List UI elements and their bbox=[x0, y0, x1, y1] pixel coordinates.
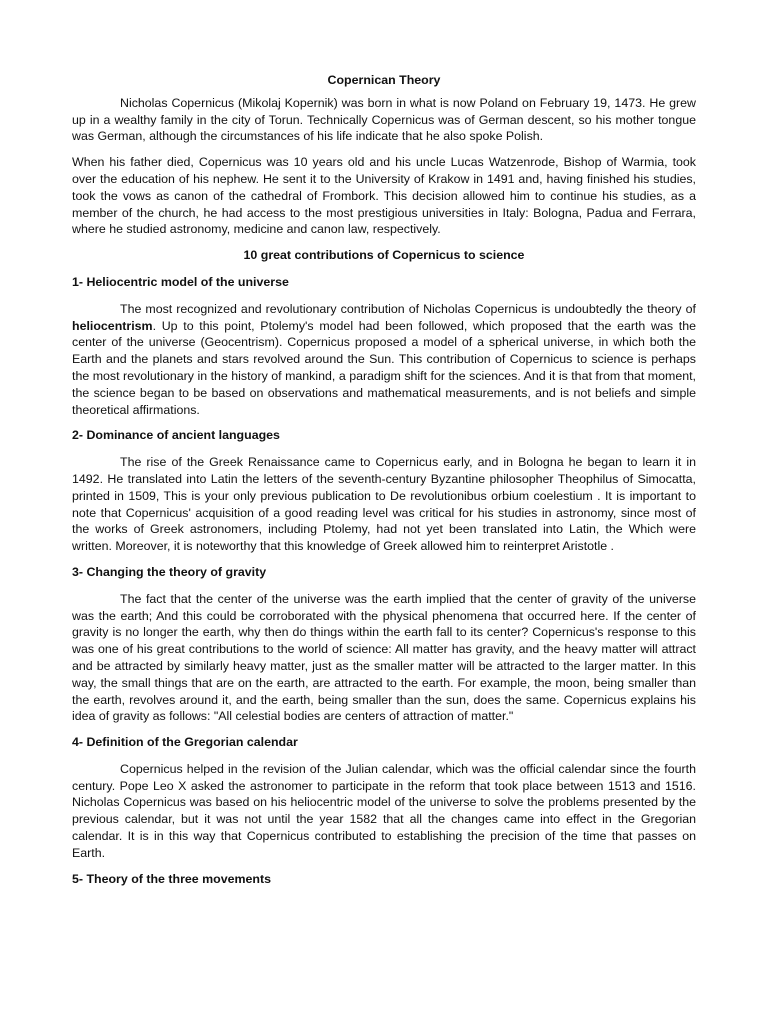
paragraph-text: The most recognized and revolutionary contribution of Nicholas Copernicus is undoubtedly the theory of bbox=[120, 301, 696, 316]
intro-paragraph: Nicholas Copernicus (Mikolaj Kopernik) was born in what is now Poland on February 19, 1473. He grew up in a wealthy family in the city of Torun. Technically Copernicus was of German descent, so his mother tongue was German, although the circumstances of his life indicate that he also spoke Polish. bbox=[72, 95, 696, 144]
bold-term: heliocentrism bbox=[72, 318, 153, 333]
intro-paragraph: When his father died, Copernicus was 10 years old and his uncle Lucas Watzenrode, Bishop of Warmia, took over the education of his nephew. He sent it to the University of Krakow in 1491 and, having finished his studies, took the vows as canon of the cathedral of Frombork. This decision allowed him to continue his studies, as a member of the church, he had access to the most prestigious universities in Italy: Bologna, Padua and Ferrara, where he studied astronomy, medicine and canon law, respectively. bbox=[72, 155, 696, 237]
section-heading: 2- Dominance of ancient languages bbox=[72, 428, 280, 443]
contributions-title: 10 great contributions of Copernicus to science bbox=[243, 248, 525, 263]
section-paragraph: The fact that the center of the universe was the earth implied that the center of gravity of the universe was the earth; And this could be corroborated with the physical phenomena that occurred here. If the center of gravity is no longer the earth, why then do things within the earth fall to its center? Copernicus's response to this was one of his great contributions to the world of science: All matter has gravity, and the heavy matter will attract and be attracted by similarly heavy matter, just as the smaller matter will be attracted to the larger matter. In this way, the small things that are on the earth, are attracted to the earth. For example, the moon, being smaller than the earth, revolves around it, and the earth, being smaller than the sun, does the same. Copernicus explains his idea of gravity as follows: "All celestial bodies are centers of attraction of matter." bbox=[72, 591, 696, 724]
section-paragraph bbox=[72, 301, 696, 419]
section-paragraph: The rise of the Greek Renaissance came to Copernicus early, and in Bologna he began to learn it in 1492. He translated into Latin the letters of the seventh-century Byzantine philosopher Theophilus of Simocatta, printed in 1509, This is your only previous publication to De revolutionibus orbium coelestium . It is important to note that Copernicus' acquisition of a good reading level was critical for his studies in astronomy, since most of the works of Greek astronomers, including Ptolemy, had not yet been translated into Latin, the Which were written. Moreover, it is noteworthy that this knowledge of Greek allowed him to reinterpret Aristotle . bbox=[72, 455, 696, 554]
section-heading: 3- Changing the theory of gravity bbox=[72, 564, 267, 579]
paragraph-text: . Up to this point, Ptolemy's model had been followed, which proposed that the earth was the center of the universe (Geocentrism). Copernicus proposed a model of a spherical universe, in which both the Earth and the planets and stars revolved around the Sun. This contribution of Copernicus to science is perhaps the most revolutionary in the history of mankind, a paradigm shift for the sciences. And it is that from that moment, the science began to be based on observations and mathematical measurements, and is not beliefs and simple theoretical affirmations. bbox=[72, 318, 696, 417]
section-heading: 5- Theory of the three movements bbox=[72, 871, 271, 886]
section-heading: 4- Definition of the Gregorian calendar bbox=[72, 735, 298, 750]
section-paragraph: Copernicus helped in the revision of the Julian calendar, which was the official calendar since the fourth century. Pope Leo X asked the astronomer to participate in the reform that took place between 1513 and 1516. Nicholas Copernicus was based on his heliocentric model of the universe to solve the problems presented by the previous calendar, but it was not until the year 1582 that all the changes came into effect in the Gregorian calendar. It is in this way that Copernicus contributed to establishing the precision of the time that passes on Earth. bbox=[72, 761, 696, 860]
document-page bbox=[72, 72, 696, 897]
section-heading: 1- Heliocentric model of the universe bbox=[72, 274, 289, 289]
document-title: Copernican Theory bbox=[327, 73, 441, 87]
